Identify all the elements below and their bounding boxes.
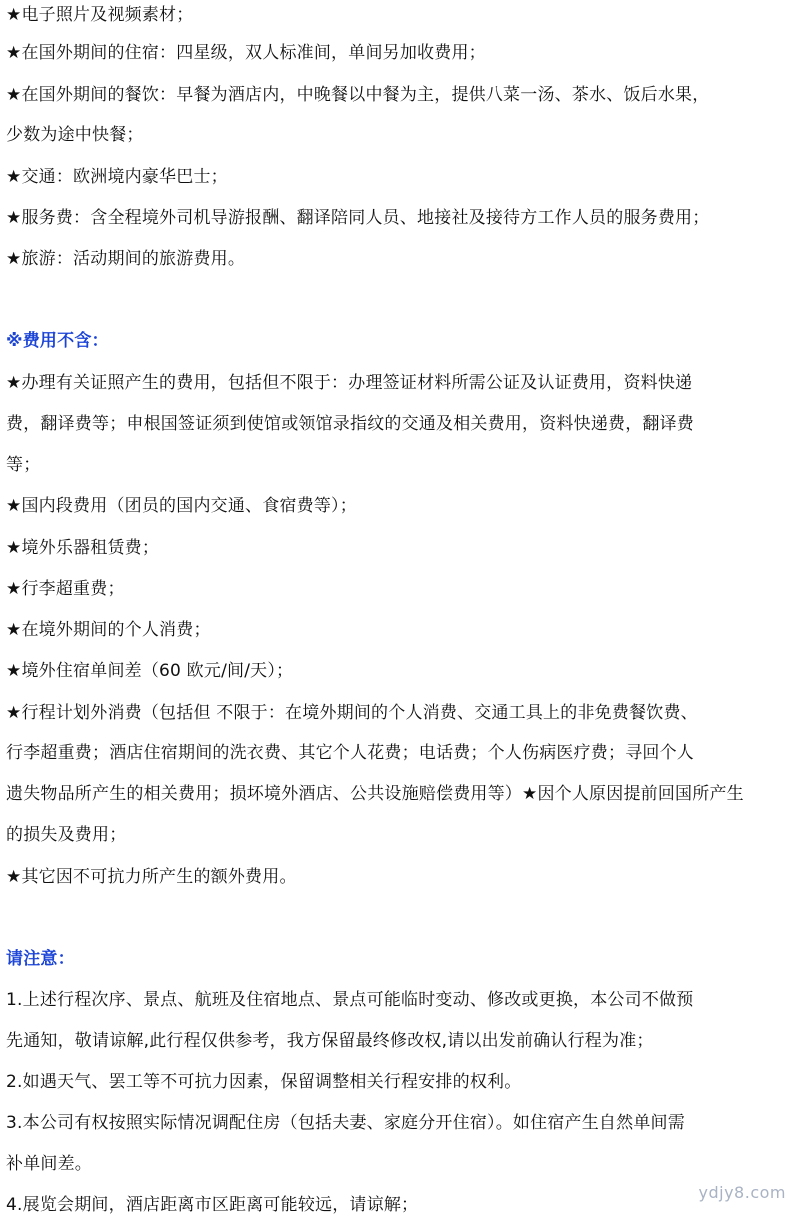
text-line: ★国内段费用（团员的国内交通、食宿费等）；: [6, 496, 357, 516]
text-line: ★在国外期间的餐饮：早餐为酒店内，中晚餐以中餐为主，提供八菜一汤、茶水、饭后水果，: [6, 85, 710, 105]
text-line: ★电子照片及视频素材；: [6, 5, 194, 25]
watermark: ydjy8.com: [698, 1183, 786, 1202]
text-line: ★在国外期间的住宿：四星级，双人标准间，单间另加收费用；: [6, 43, 486, 63]
text-line: 4.展览会期间，酒店距离市区距离可能较远，请谅解；: [6, 1195, 419, 1215]
text-line: ★境外乐器租赁费；: [6, 538, 160, 558]
text-line: ★行李超重费；: [6, 579, 125, 599]
text-line: 费，翻译费等；申根国签证须到使馆或领馆录指纹的交通及相关费用，资料快递费，翻译费: [6, 414, 694, 434]
text-line: 行李超重费；酒店住宿期间的洗衣费、其它个人花费；电话费；个人伤病医疗费；寻回个人: [6, 743, 694, 763]
text-line: ★旅游：活动期间的旅游费用。: [6, 249, 246, 269]
text-line: ★行程计划外消费（包括但 不限于：在境外期间的个人消费、交通工具上的非免费餐饮费、: [6, 703, 698, 723]
text-line: 的损失及费用；: [6, 825, 127, 845]
text-line: ★境外住宿单间差（60 欧元/间/天）；: [6, 661, 294, 681]
text-line: 3.本公司有权按照实际情况调配住房（包括夫妻、家庭分开住宿）。如住宿产生自然单间需: [6, 1113, 685, 1133]
text-line: 少数为途中快餐；: [6, 125, 144, 145]
text-line: ★服务费：含全程境外司机导游报酬、翻译陪同人员、地接社及接待方工作人员的服务费用；: [6, 208, 710, 228]
text-line: 先通知，敬请谅解,此行程仅供参考，我方保留最终修改权,请以出发前确认行程为准；: [6, 1031, 654, 1051]
text-line: ★交通：欧洲境内豪华巴士；: [6, 167, 228, 187]
text-line: ★其它因不可抗力所产生的额外费用。: [6, 867, 297, 887]
text-line: 遗失物品所产生的相关费用；损坏境外酒店、公共设施赔偿费用等）★因个人原因提前回国所产生: [6, 784, 744, 804]
text-line: 等；: [6, 455, 41, 475]
section-heading-exclusions: ※费用不含：: [6, 331, 109, 351]
section-heading-notice: 请注意：: [6, 949, 75, 969]
text-line: 2.如遇天气、罢工等不可抗力因素，保留调整相关行程安排的权利。: [6, 1072, 522, 1092]
text-line: ★办理有关证照产生的费用，包括但不限于：办理签证材料所需公证及认证费用，资料快递: [6, 373, 693, 393]
text-line: 补单间差。: [6, 1154, 92, 1174]
text-line: ★在境外期间的个人消费；: [6, 620, 211, 640]
text-line: 1.上述行程次序、景点、航班及住宿地点、景点可能临时变动、修改或更换，本公司不做预: [6, 990, 694, 1010]
